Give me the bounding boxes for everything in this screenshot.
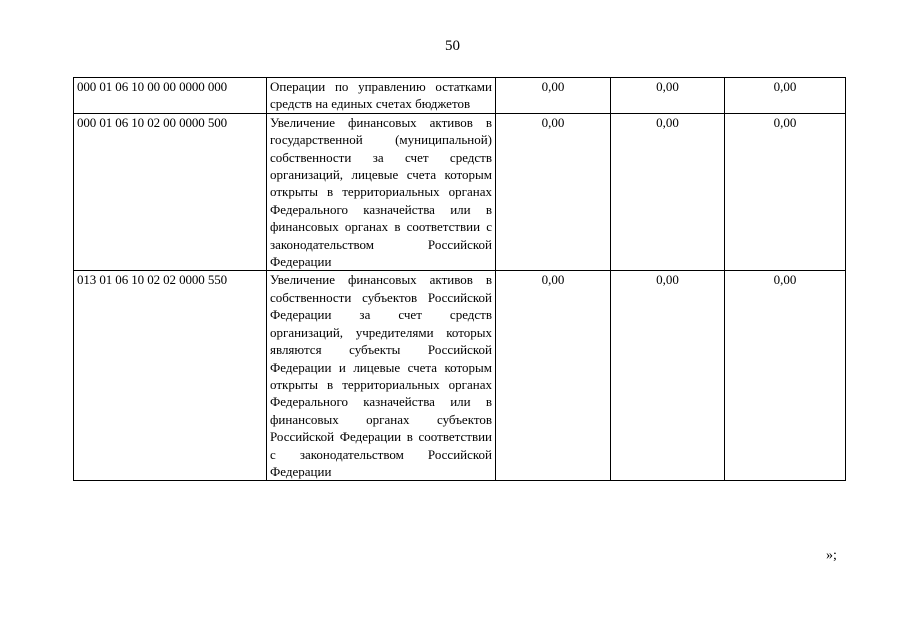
amount-year-3: 0,00 [725, 113, 846, 271]
page-number: 50 [445, 38, 460, 54]
amount-year-3: 0,00 [725, 78, 846, 114]
item-name: Увеличение финансовых активов в государственной (муниципальной) собственности за счет средств организаций, лицевые счета которым открыты в территориальных органах Федерального казначейства или в финансовых органах в соответствии с законодательством Российской Федерации [267, 113, 496, 271]
amount-year-3: 0,00 [725, 271, 846, 481]
amount-year-2: 0,00 [611, 113, 725, 271]
classification-code: 013 01 06 10 02 02 0000 550 [74, 271, 267, 481]
closing-quote-mark: »; [826, 548, 837, 563]
amount-year-2: 0,00 [611, 271, 725, 481]
amount-year-1: 0,00 [496, 78, 611, 114]
item-name: Операции по управлению остатками средств на единых счетах бюджетов [267, 78, 496, 114]
classification-code: 000 01 06 10 02 00 0000 500 [74, 113, 267, 271]
classification-code: 000 01 06 10 00 00 0000 000 [74, 78, 267, 114]
amount-year-1: 0,00 [496, 271, 611, 481]
item-name: Увеличение финансовых активов в собственности субъектов Российской Федерации за счет средств организаций, учредителями которых являются субъекты Российской Федерации и лицевые счета которым открыты в территориальных органах Федерального казначейства или в финансовых органах субъектов Российской Федерации в соответствии с законодательством Российской Федерации [267, 271, 496, 481]
table-row [74, 113, 846, 271]
amount-year-1: 0,00 [496, 113, 611, 271]
budget-sources-table [73, 77, 846, 481]
table-row [74, 78, 846, 114]
amount-year-2: 0,00 [611, 78, 725, 114]
table-row [74, 271, 846, 481]
